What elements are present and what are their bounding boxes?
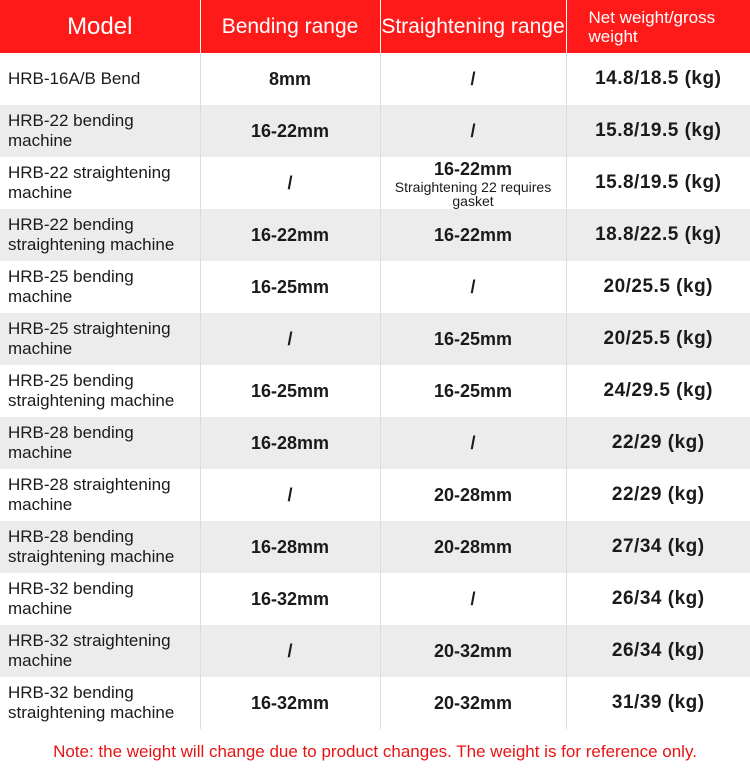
reference-note: Note: the weight will change due to product changes. The weight is for reference only.: [0, 735, 750, 769]
straightening-cell: 20-28mm: [380, 469, 566, 521]
straightening-cell: 20-32mm: [380, 677, 566, 729]
model-cell: HRB-25 bending straightening machine: [0, 365, 200, 417]
model-cell: HRB-22 bending machine: [0, 105, 200, 157]
straightening-cell: /: [380, 261, 566, 313]
model-cell: HRB-16A/B Bend: [0, 53, 200, 105]
spec-rows: [0, 53, 750, 729]
table-row: [0, 261, 750, 313]
bending-cell: 16-25mm: [200, 261, 380, 313]
weight-cell: 20/25.5 (kg): [566, 313, 750, 365]
header-weight: Net weight/gross weight: [566, 0, 750, 53]
model-cell: HRB-28 bending straightening machine: [0, 521, 200, 573]
table-row: [0, 469, 750, 521]
straightening-cell: /: [380, 573, 566, 625]
table-row: [0, 365, 750, 417]
model-cell: HRB-25 bending machine: [0, 261, 200, 313]
weight-cell: 14.8/18.5 (kg): [566, 53, 750, 105]
model-cell: HRB-22 straightening machine: [0, 157, 200, 209]
straightening-cell: 16-22mm: [380, 209, 566, 261]
model-cell: HRB-25 straightening machine: [0, 313, 200, 365]
straightening-cell: 20-28mm: [380, 521, 566, 573]
weight-cell: 24/29.5 (kg): [566, 365, 750, 417]
table-row: [0, 105, 750, 157]
model-cell: HRB-28 bending machine: [0, 417, 200, 469]
bending-cell: /: [200, 469, 380, 521]
table-row: [0, 521, 750, 573]
weight-cell: 22/29 (kg): [566, 469, 750, 521]
straightening-cell: /: [380, 105, 566, 157]
bending-cell: 16-22mm: [200, 105, 380, 157]
straightening-cell: 16-25mm: [380, 365, 566, 417]
model-cell: HRB-32 straightening machine: [0, 625, 200, 677]
bending-cell: 16-22mm: [200, 209, 380, 261]
model-cell: HRB-32 bending straightening machine: [0, 677, 200, 729]
straightening-cell: 16-25mm: [380, 313, 566, 365]
straightening-note: Straightening 22 requires gasket: [394, 178, 552, 209]
bending-cell: 16-32mm: [200, 573, 380, 625]
weight-cell: 22/29 (kg): [566, 417, 750, 469]
model-cell: HRB-32 bending machine: [0, 573, 200, 625]
header-straightening-range: Straightening range: [380, 0, 566, 53]
table-row: [0, 313, 750, 365]
table-row: [0, 209, 750, 261]
table-row: [0, 157, 750, 209]
bending-cell: /: [200, 313, 380, 365]
weight-cell: 26/34 (kg): [566, 573, 750, 625]
straightening-cell: [380, 157, 566, 209]
bending-cell: /: [200, 625, 380, 677]
bending-cell: 16-25mm: [200, 365, 380, 417]
model-cell: HRB-22 bending straightening machine: [0, 209, 200, 261]
weight-cell: 26/34 (kg): [566, 625, 750, 677]
header-row: [0, 0, 750, 53]
weight-cell: 27/34 (kg): [566, 521, 750, 573]
bending-cell: /: [200, 157, 380, 209]
weight-cell: 15.8/19.5 (kg): [566, 105, 750, 157]
table-row: [0, 625, 750, 677]
straightening-value: 16-22mm: [433, 158, 513, 179]
table-row: [0, 573, 750, 625]
table-row: [0, 417, 750, 469]
header-model: Model: [0, 0, 200, 53]
bending-cell: 16-32mm: [200, 677, 380, 729]
bending-cell: 8mm: [200, 53, 380, 105]
weight-cell: 15.8/19.5 (kg): [566, 157, 750, 209]
table-row: [0, 53, 750, 105]
bending-cell: 16-28mm: [200, 521, 380, 573]
table-row: [0, 677, 750, 729]
weight-cell: 31/39 (kg): [566, 677, 750, 729]
model-cell: HRB-28 straightening machine: [0, 469, 200, 521]
bending-cell: 16-28mm: [200, 417, 380, 469]
weight-cell: 20/25.5 (kg): [566, 261, 750, 313]
header-bending-range: Bending range: [200, 0, 380, 53]
straightening-cell: /: [380, 53, 566, 105]
weight-cell: 18.8/22.5 (kg): [566, 209, 750, 261]
straightening-cell: /: [380, 417, 566, 469]
straightening-cell: 20-32mm: [380, 625, 566, 677]
